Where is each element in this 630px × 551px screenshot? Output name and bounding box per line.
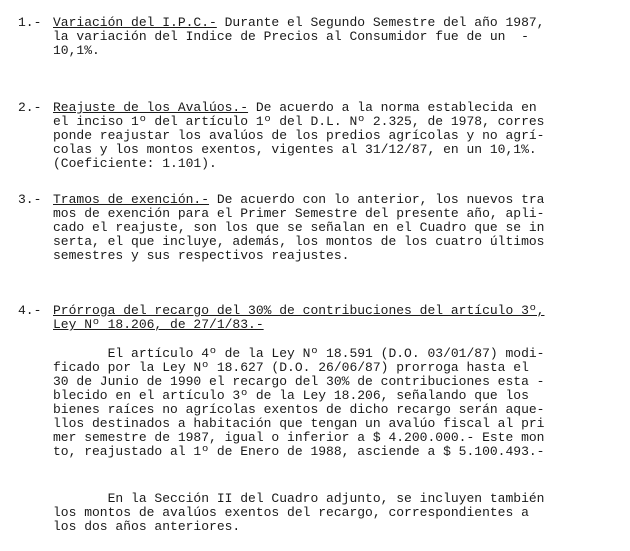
- text-line: cado el reajuste, son los que se señalan en el Cuadro que se in: [53, 220, 545, 235]
- section-title: Ley Nº 18.206, de 27/1/83.-: [53, 317, 264, 332]
- text-line: mos de exención para el Primer Semestre del presente año, apli-: [53, 206, 545, 221]
- text-line: semestres y sus respectivos reajustes.: [53, 248, 350, 263]
- text-line: llos destinados a habitación que tengan un avalúo fiscal al pri: [53, 416, 545, 431]
- section-title: Reajuste de los Avalúos.-: [53, 100, 249, 115]
- section-number: 3.-: [18, 192, 42, 207]
- text-line: bienes raíces no agrícolas exentos de dicho recargo serán aque-: [53, 402, 545, 417]
- text-line: ponde reajustar los avalúos de los predios agrícolas y no agrí-: [53, 128, 545, 143]
- section-number: 4.-: [18, 303, 42, 318]
- section-title: Tramos de exención.-: [53, 192, 210, 207]
- text-line: mer semestre de 1987, igual o inferior a $ 4.200.000.- Este mon: [53, 430, 545, 445]
- text-line: (Coeficiente: 1.101).: [53, 156, 217, 171]
- text-line: De acuerdo a la norma establecida en: [248, 100, 537, 115]
- text-line: 30 de Junio de 1990 el recargo del 30% de contribuciones esta -: [53, 374, 545, 389]
- section-title: Prórroga del recargo del 30% de contribuciones del artículo 3º,: [53, 303, 545, 318]
- section-body: [53, 193, 623, 263]
- text-line: serta, el que incluye, además, los montos de los cuatro últimos: [53, 234, 545, 249]
- text-line: Durante el Segundo Semestre del año 1987,: [216, 15, 545, 30]
- section-title: Variación del I.P.C.-: [53, 15, 217, 30]
- text-line: la variación del Indice de Precios al Consumidor fue de un -: [53, 29, 529, 44]
- text-line: blecido en el artículo 3º de la Ley 18.206, señalando que los: [53, 388, 529, 403]
- text-line: En la Sección II del Cuadro adjunto, se incluyen también: [53, 491, 545, 506]
- text-line: colas y los montos exentos, vigentes al 31/12/87, en un 10,1%.: [53, 142, 537, 157]
- section-body: [53, 16, 623, 58]
- paragraph: [53, 492, 623, 534]
- text-line: los dos años anteriores.: [53, 519, 241, 534]
- section-body: [53, 304, 623, 332]
- text-line: ficado por la Ley Nº 18.627 (D.O. 26/06/87) prorroga hasta el: [53, 360, 529, 375]
- section-number: 1.-: [18, 15, 42, 30]
- section-number: 2.-: [18, 100, 42, 115]
- text-line: El artículo 4º de la Ley Nº 18.591 (D.O. 03/01/87) modi-: [53, 346, 545, 361]
- text-line: De acuerdo con lo anterior, los nuevos tra: [209, 192, 545, 207]
- paragraph: [53, 347, 623, 459]
- text-line: 10,1%.: [53, 43, 100, 58]
- text-line: el inciso 1º del artículo 1º del D.L. Nº 2.325, de 1978, corres: [53, 114, 545, 129]
- text-line: to, reajustado al 1º de Enero de 1988, asciende a $ 5.100.493.-: [53, 444, 545, 459]
- section-body: [53, 101, 623, 171]
- text-line: los montos de avalúos exentos del recargo, correspondientes a: [53, 505, 529, 520]
